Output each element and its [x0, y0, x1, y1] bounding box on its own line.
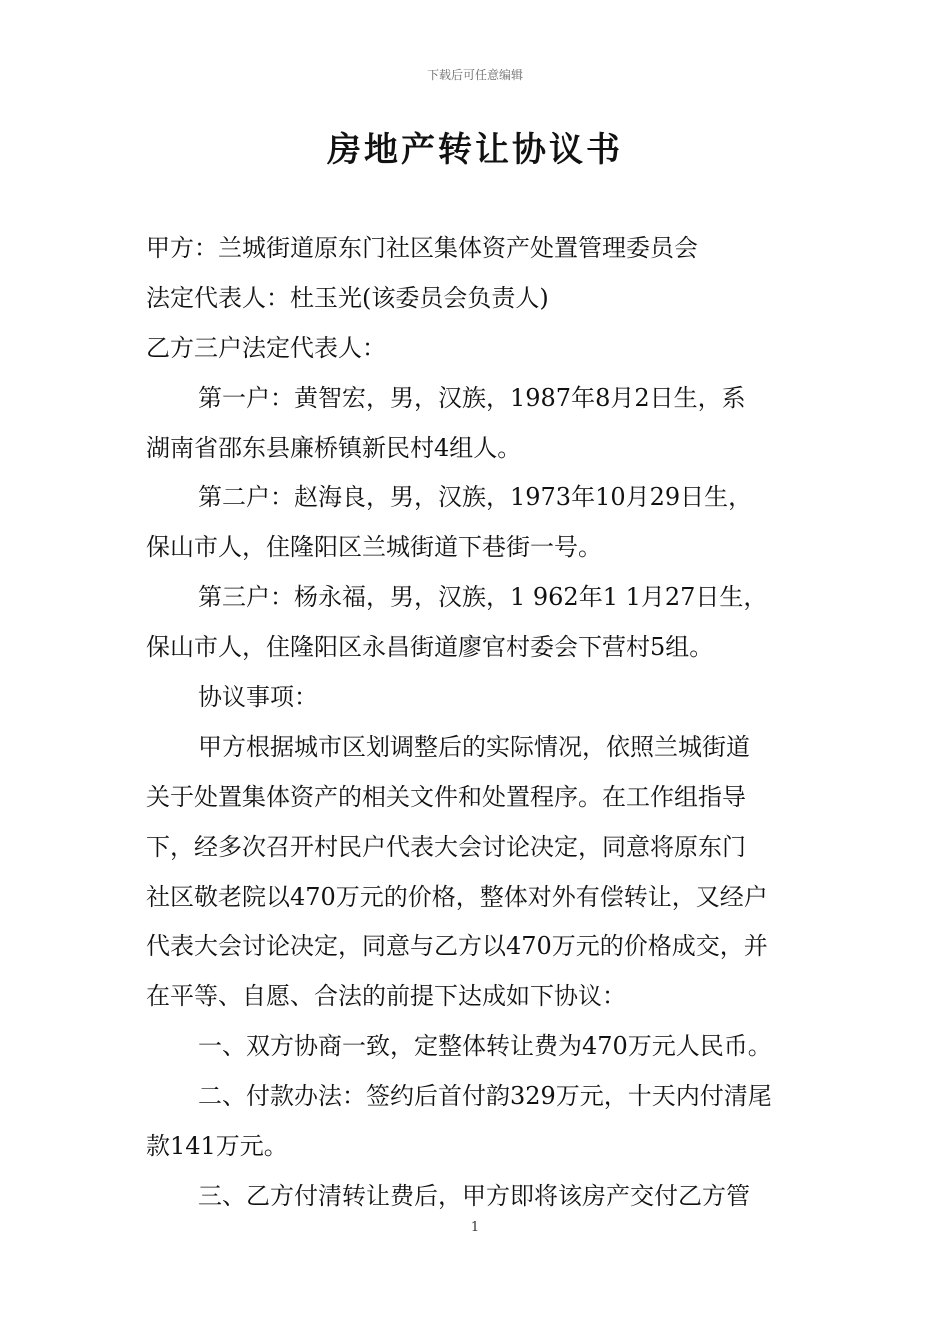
paragraph-line: 代表大会讨论决定，同意与乙方以470万元的价格成交，并 [146, 932, 768, 961]
page-number: 1 [470, 1220, 480, 1235]
household-1-line: 第一户：黄智宏，男，汉族，1987年8月2日生，系 [198, 383, 746, 412]
clause-2: 二、付款办法：签约后首付韵329万元，十天内付清尾 [198, 1082, 772, 1111]
legal-rep-line: 法定代表人：杜玉光(该委员会负责人) [146, 283, 549, 312]
household-1-cont: 湖南省邵东县廉桥镇新民村4组人。 [146, 433, 522, 462]
household-2-cont: 保山市人，住隆阳区兰城街道下巷街一号。 [146, 533, 602, 562]
paragraph-line: 社区敬老院以470万元的价格，整体对外有偿转让，又经户 [146, 882, 768, 911]
household-3-cont: 保山市人，住隆阳区永昌街道廖官村委会下营村5组。 [146, 633, 714, 662]
document-title: 房地产转让协议书 [327, 130, 623, 170]
agreement-heading: 协议事项： [198, 683, 318, 712]
party-a-line: 甲方：兰城街道原东门社区集体资产处置管理委员会 [146, 234, 698, 262]
header-note: 下载后可任意编辑 [426, 68, 523, 82]
paragraph-line: 在平等、自愿、合法的前提下达成如下协议： [146, 982, 626, 1011]
paragraph-line: 关于处置集体资产的相关文件和处置程序。在工作组指导 [146, 782, 746, 811]
clause-3: 三、乙方付清转让费后，甲方即将该房产交付乙方管 [198, 1181, 750, 1210]
document-body [146, 224, 816, 1222]
paragraph-line: 甲方根据城市区划调整后的实际情况，依照兰城街道 [198, 732, 750, 761]
household-2-line: 第二户：赵海良，男，汉族，1973年10月29日生， [198, 483, 753, 512]
clause-1: 一、双方协商一致，定整体转让费为470万元人民币。 [198, 1032, 772, 1061]
household-3-line: 第三户：杨永福，男，汉族，1 962年1 1月27日生， [198, 583, 768, 612]
paragraph-line: 下，经多次召开村民户代表大会讨论决定，同意将原东门 [146, 832, 746, 861]
clause-2-cont: 款141万元。 [146, 1132, 288, 1161]
party-b-heading: 乙方三户法定代表人： [146, 333, 386, 362]
